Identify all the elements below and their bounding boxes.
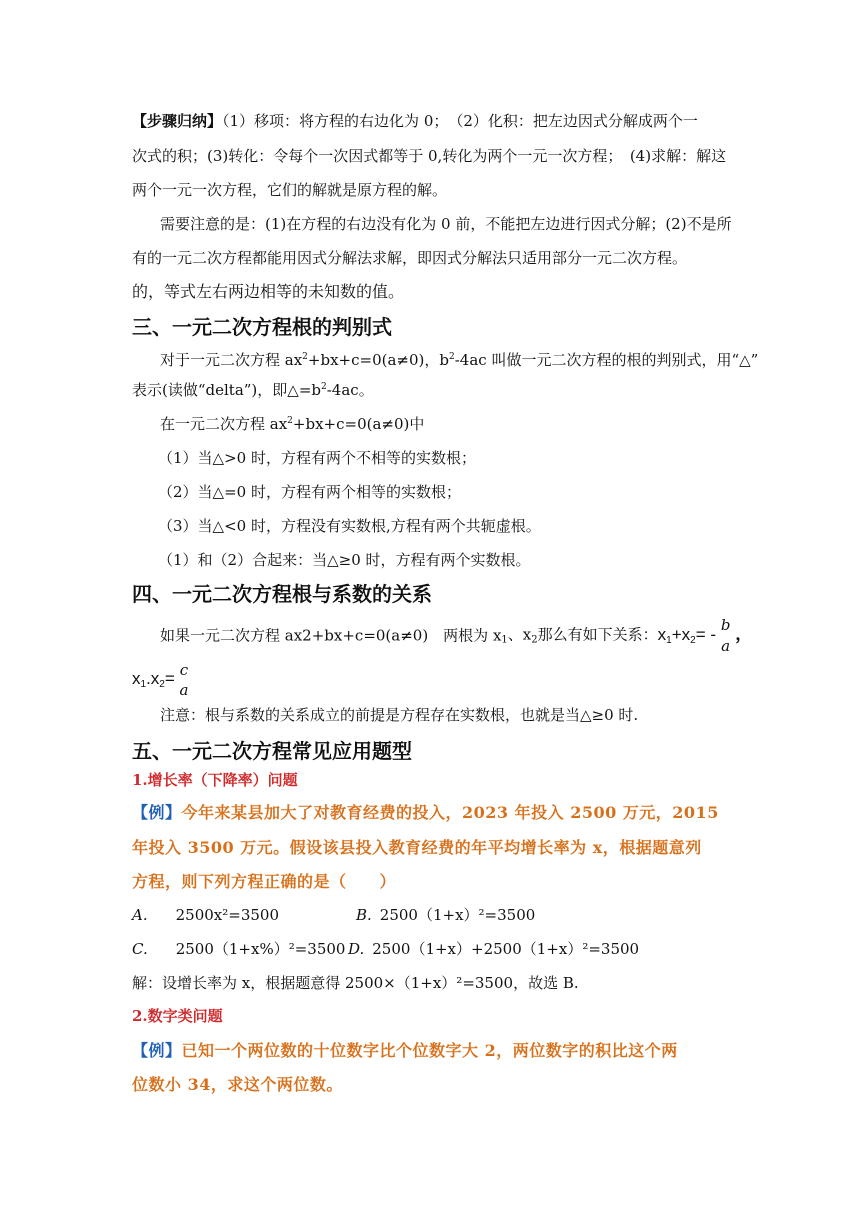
s4-product-line: $x_1.x_2=$ c a [132, 661, 189, 699]
s3-case-2: （2）当△=0 时，方程有两个相等的实数根； [158, 483, 461, 501]
option-c: C. 2500（1+x%）²=3500 [132, 940, 346, 958]
s4-relation-line: 如果一元二次方程 ax2+bx+c=0(a≠0) 两根为 $x_1$、$x_2$那么有如下关系：$x_1+x_2=$ - b a ， [160, 616, 753, 655]
section-3-heading: 三、一元二次方程根的判别式 [132, 315, 392, 339]
s3-case-3: （3）当△<0 时，方程没有实数根,方程有两个共轭虚根。 [158, 517, 541, 535]
steps-title: 【步骤归纳】 [132, 112, 223, 130]
s3-para-1: 对于一元二次方程 $ax^2+bx+c=0(a\ne 0)$，$b^2-4ac$ 叫做一元二次方程的根的判别式，用“△” [160, 351, 759, 369]
steps-line-2: 次式的积；(3)转化：令每个一次因式都等于 0,转化为两个一元一次方程； (4)求解：解这 [132, 147, 727, 165]
s3-case-1: （1）当△>0 时，方程有两个不相等的实数根； [158, 449, 476, 467]
note-line-1: 需要注意的是：(1)在方程的右边没有化为 0 前，不能把左边进行因式分解；(2)不是所 [160, 215, 732, 233]
section-5-heading: 五、一元二次方程常见应用题型 [132, 739, 412, 763]
steps-line-1 [132, 110, 698, 132]
option-a: A. 2500x²=3500 [132, 906, 279, 924]
s5-sub-2: 2.数字类问题 [132, 1007, 223, 1025]
note-line-2: 有的一元二次方程都能用因式分解法求解，即因式分解法只适用部分一元二次方程。 [132, 249, 688, 267]
s4-note: 注意：根与系数的关系成立的前提是方程存在实数根，也就是当△≥0 时. [160, 706, 639, 724]
example-tag-2: 【例】 [132, 1041, 182, 1060]
s3-para-2: 表示(读做“delta”)，即$\triangle=b^2-4ac$。 [132, 381, 374, 399]
example-1-line-2: 年投入 3500 万元。假设该县投入教育经费的年平均增长率为 x，根据题意列 [132, 838, 702, 857]
example-1-line-1: 【例】今年来某县加大了对教育经费的投入，2023 年投入 2500 万元，2015 [132, 803, 719, 822]
solution-line: 解：设增长率为 x，根据题意得 2500×（1+x）²=3500，故选 B. [132, 974, 579, 992]
s5-sub-1: 1.增长率（下降率）问题 [132, 771, 298, 789]
example-2-line-2: 位数小 34，求这个两位数。 [132, 1075, 343, 1094]
stray-line: 的，等式左右两边相等的未知数的值。 [132, 282, 405, 301]
steps-line-3: 两个一元一次方程，它们的解就是原方程的解。 [132, 181, 448, 199]
option-b: B. 2500（1+x）²=3500 [356, 906, 536, 924]
s3-case-4: （1）和（2）合起来：当△≥0 时，方程有两个实数根。 [158, 551, 531, 569]
fraction-c-over-a: c a [179, 661, 189, 699]
example-tag: 【例】 [132, 803, 182, 822]
option-d: D. 2500（1+x）+2500（1+x）²=3500 [348, 940, 640, 958]
example-1-line-3: 方程，则下列方程正确的是（ ） [132, 872, 397, 891]
fraction-b-over-a: b a [720, 616, 731, 655]
section-4-heading: 四、一元二次方程根与系数的关系 [132, 582, 432, 606]
example-2-line-1: 【例】已知一个两位数的十位数字比个位数字大 2，两位数字的积比这个两 [132, 1041, 678, 1060]
s3-para-3: 在一元二次方程 $ax^2+bx+c=0(a\ne 0)$中 [160, 415, 425, 433]
steps-text-1: （1）移项：将方程的右边化为 0； （2）化积：把左边因式分解成两个一 [222, 112, 698, 130]
